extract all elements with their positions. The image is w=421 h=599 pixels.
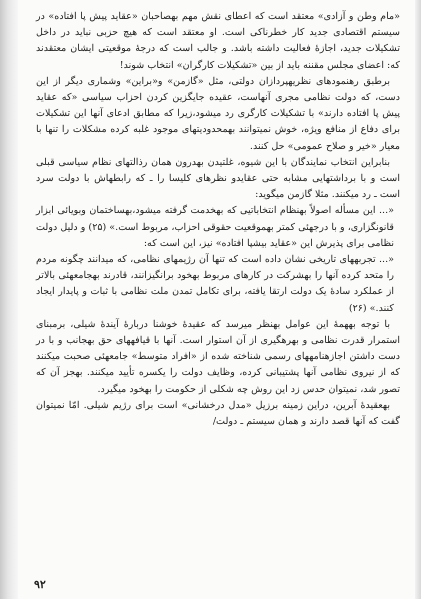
paragraph: با توجه بههمهٔ این عوامل بهنظر میرسد که عقیدهٔ خوشنا دربارهٔ آیندهٔ شیلی، برمبنای استمرار قدرت نظامی و بهرهگیری از آن استوار است. آنها با قیافههای حق بهجانب و با در دست داشتن اجازهنامههای رسمی شناخته شده از «افراد متوسط» جامعهئی صحبت میکنند که از نیروی نظامی آنها پشتیبانی کرده، وظایف دولت را یکسره تأیید میکنند. بهجز آن که تصور شد، نمیتوان حدس زد این روش چه شکلی از حکومت را بهخود میگیرد. (36, 318, 400, 395)
paragraph: برطبق رهنمودهای نظریهپردازان دولتی، مثل «گازمن» و«براین» وشماری دیگر از این دست، که دولت نظامی مجری آنهاست، عقیده جایگزین کردن احزاب سیاسی «که عقاید پیش پا افتاده دارند» با تشکیلات کارگری رد میشود،زیرا که مطابق ادعای آنها این تشکیلات برای دفاع از منافع ویژه، خوش نمیتوانند بهمحدودیتهای موجود غلبه کرده مشکلات را تنها با معیار «خیر و صلاح عمومی» حل کنند. (36, 75, 400, 152)
page-number: ۹۲ (34, 578, 46, 591)
body-text (36, 9, 400, 430)
paragraph: بهعقیدهٔ آبرین، دراین زمینه برزیل «مدل درخشانی» است برای رژیم شیلی. امّا نمیتوان گفت که آنها قصد دارند و همان سیستم ـ دولت/ (36, 399, 400, 428)
page-binding-shadow (0, 0, 18, 599)
paragraph: بنابراین انتخاب نمایندگان با این شیوه، غلتیدن بهدرون همان رذالتهای نظام سیاسی قبلی است و با برداشتهایی مشابه حتی عقایدو نظرهای کلیسا را ـ که رابطهاش با دولت سرد است ـ رد میکنند. مثلا گازمن میگوید: (36, 156, 400, 201)
page-edge (415, 0, 421, 599)
paragraph: «مام وطن و آزادی» معتقد است که اعطای نقش مهم بهصاحبان «عقاید پیش پا افتاده» در سیستم اقتصادی جدید کار خطرناکی است. او معتقد است که هیچ حزبی نباید در داخل تشکیلات جدید، اجازهٔ فعالیت داشته باشد. و جالب است که درجهٔ موقعیتی ایشان معتقدند که: اعضای مجلس مقننه باید از بین «تشکیلات کارگران» انتخاب شوند! (36, 11, 400, 71)
quotation: «... این مسأله اصولاً بهنظام انتخاباتیی که بهخدمت گرفته میشود،بهساختمان وبویائی ابزار قانونگزاری، و با درجهئی کمتر بهموقعیت حقوقی احزاب، مربوط است.» (۲۵) و دلیل دولت نظامی برای پذیرش این «عقاید بیشپا افتاده» نیز، این است که: (36, 205, 394, 249)
quotation: «... تجربههای تاریخی نشان داده است که تنها آن رژیمهای نظامی، که میدانند چگونه مردم را متحد کرده آنها را بهشرکت در کارهای مربوط بهخود برانگیزانند، قادرند بهجامعهئی بالاتر از عملکرد سادهٔ یک دولت ارتقا یافته، برای تکامل تمدن ملت نظامی با ثبات و پایدار ایجاد کنند.» (۲۶) (36, 254, 394, 314)
